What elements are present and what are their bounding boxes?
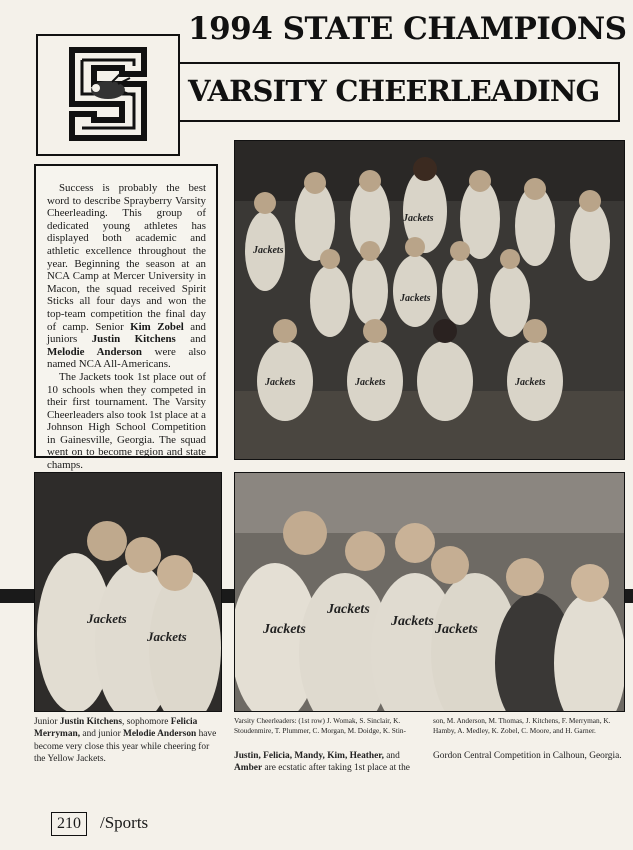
celebration-caption-left: Justin, Felicia, Mandy, Kim, Heather, and Amber are ecstatic after taking 1st place at the (234, 751, 410, 774)
roster-caption-left: Varsity Cheerleaders: (1st row) J. Womak, S. Sinclair, K. Stoudenmire, T. Plummer, C. Morgan, M. Doidge, K. Stin- (234, 716, 406, 735)
uniform-lettering: Jackets (253, 245, 284, 256)
school-logo (36, 34, 180, 156)
uniform-lettering: Jackets (400, 293, 431, 304)
roster-caption-right: son, M. Anderson, M. Thomas, J. Kitchens, F. Merryman, K. Hamby, A. Medley, K. Zobel, C. Moore, and H. Garner. (433, 716, 611, 735)
uniform-lettering: Jackets (355, 377, 386, 388)
team-photo (234, 140, 625, 460)
uniform-lettering: Jackets (87, 611, 127, 626)
page-title: 1994 STATE CHAMPIONS (188, 11, 627, 47)
story-paragraph-1: Success is probably the best word to describe Sprayberry Varsity Cheerleading. This group of dedicated young athletes has displayed both academic and athletic excellence throughout the year. Beginning the season at an NCA Camp at Mercer University in Macon, the squad received Spirit Sticks all four days and won the top-team competition the final day of camp. Senior Kim Zobel and juniors Justin Kitchens and Melodie Anderson were also named NCA All-Americans. (47, 182, 207, 371)
uniform-lettering: Jackets (327, 602, 370, 617)
trio-photo (34, 472, 222, 712)
story-text (34, 164, 218, 472)
uniform-lettering: Jackets (515, 377, 546, 388)
subtitle-banner (178, 62, 620, 122)
uniform-lettering: Jackets (391, 614, 434, 629)
story-paragraph-2: The Jackets took 1st place out of 10 schools when they competed in their first tournament. The Varsity Cheerleaders also took 1st place at a Johnson High School Competition in Gainesville, Georgia. The squad went on to become region and state champs. (47, 370, 206, 472)
section-label: /Sports (100, 813, 149, 832)
celebration-caption-right: Gordon Central Competition in Calhoun, Georgia. (433, 751, 622, 761)
uniform-lettering: Jackets (265, 377, 296, 388)
section-subtitle: VARSITY CHEERLEADING (188, 74, 600, 108)
uniform-lettering: Jackets (263, 622, 306, 637)
celebration-photo (234, 472, 625, 712)
page-number: 210 (51, 812, 87, 836)
uniform-lettering: Jackets (403, 213, 434, 224)
uniform-lettering: Jackets (147, 629, 187, 644)
uniform-lettering: Jackets (435, 622, 478, 637)
trio-caption: Junior Justin Kitchens, sophomore Felicia Merryman, and junior Melodie Anderson have become very close this year while cheering for the Yellow Jackets. (34, 717, 217, 765)
yellow-jacket-s-logo-icon (60, 44, 156, 144)
